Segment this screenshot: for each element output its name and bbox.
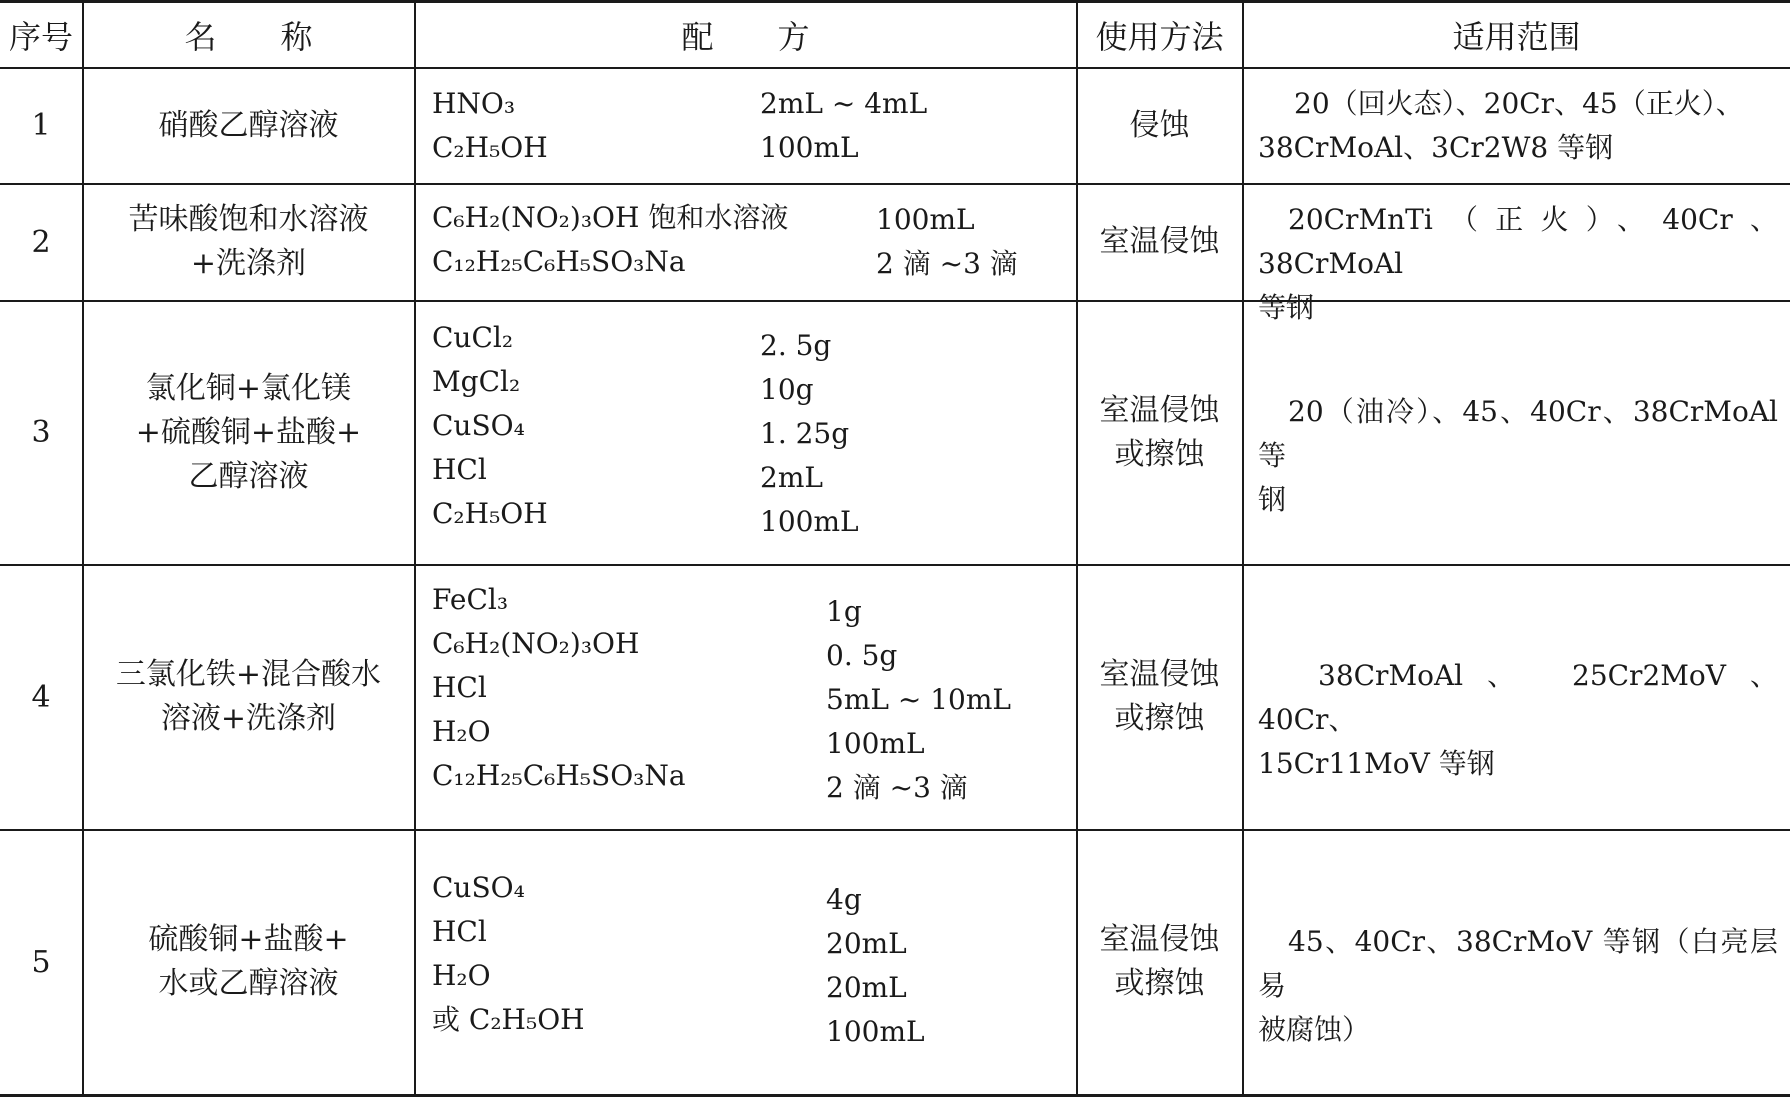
- formula-item: H₂O: [432, 715, 491, 748]
- row-number: 3: [31, 415, 51, 450]
- row-number: 2: [31, 224, 51, 260]
- amount-item: 100mL: [826, 727, 925, 760]
- usage-method: 室温侵蚀 或擦蚀: [1099, 657, 1220, 736]
- amount-item: 5mL ~ 10mL: [826, 683, 1011, 716]
- amount-item: 2mL: [760, 461, 823, 494]
- amount-item: 20mL: [826, 927, 907, 960]
- reagent-name: 苦味酸饱和水溶液 +洗涤剂: [128, 202, 369, 281]
- formula-item: C₆H₂(NO₂)₃OH 饱和水溶液: [432, 201, 789, 234]
- formula-list: [432, 866, 585, 1042]
- formula-item: MgCl₂: [432, 365, 521, 398]
- formula-list: [432, 196, 788, 284]
- amount-list: [826, 878, 925, 1054]
- formula-item: CuSO₄: [432, 409, 525, 442]
- header-method: [1077, 3, 1242, 67]
- formula-item: C₆H₂(NO₂)₃OH: [432, 627, 640, 660]
- table-bottom-rule: [0, 1094, 1790, 1097]
- amount-item: 1g: [826, 595, 862, 628]
- amount-item: 100mL: [826, 1015, 925, 1048]
- amount-item: 2. 5g: [760, 329, 832, 362]
- amount-item: 100mL: [760, 505, 859, 538]
- amount-item: 10g: [760, 373, 814, 406]
- formula-item: CuCl₂: [432, 321, 514, 354]
- row-number: 5: [31, 944, 51, 980]
- formula-item: CuSO₄: [432, 871, 525, 904]
- usage-method: 侵蚀: [1129, 107, 1190, 143]
- header-name: [83, 3, 414, 67]
- formula-item: C₁₂H₂₅C₆H₅SO₃Na: [432, 245, 686, 278]
- header-no: [0, 3, 82, 67]
- amount-item: 2mL ~ 4mL: [760, 87, 928, 120]
- formula-list: [432, 316, 548, 536]
- amount-item: 100mL: [876, 203, 975, 236]
- amount-list: [826, 590, 1011, 810]
- formula-item: HNO₃: [432, 87, 516, 120]
- header-scope: [1243, 3, 1790, 67]
- reagent-name: 三氯化铁+混合酸水 溶液+洗涤剂: [115, 657, 382, 736]
- formula-item: C₂H₅OH: [432, 131, 548, 164]
- row-number: 1: [31, 108, 51, 143]
- amount-item: 2 滴 ~3 滴: [826, 771, 968, 804]
- formula-item: HCl: [432, 671, 487, 704]
- amount-item: 1. 25g: [760, 417, 850, 450]
- reagent-name: 硫酸铜+盐酸+ 水或乙醇溶液: [148, 922, 349, 1001]
- formula-item: C₁₂H₂₅C₆H₅SO₃Na: [432, 759, 686, 792]
- usage-method: 室温侵蚀 或擦蚀: [1099, 392, 1220, 472]
- applicable-scope: 20CrMnTi（正火）、40Cr、38CrMoAl 等钢: [1258, 203, 1778, 324]
- amount-item: 100mL: [760, 131, 859, 164]
- reagent-name: 氯化铜+氯化镁 +硫酸铜+盐酸+ 乙醇溶液: [135, 370, 362, 494]
- applicable-scope: 20（回火态）、20Cr、45（正火）、 38CrMoAl、3Cr2W8 等钢: [1258, 87, 1744, 164]
- header-method-label: 使用方法: [1095, 18, 1224, 56]
- amount-list: [876, 198, 1018, 286]
- row-number: 4: [31, 679, 51, 715]
- formula-list: [432, 82, 548, 170]
- reagent-name: 硝酸乙醇溶液: [158, 107, 339, 143]
- header-scope-label: 适用范围: [1452, 18, 1581, 56]
- col-rule: [414, 0, 416, 1097]
- col-rule: [1242, 0, 1244, 1097]
- formula-item: C₂H₅OH: [432, 497, 548, 530]
- applicable-scope: 20（油冷）、45、40Cr、38CrMoAl 等 钢: [1258, 395, 1778, 516]
- usage-method: 室温侵蚀 或擦蚀: [1099, 922, 1220, 1001]
- header-no-label: 序号: [8, 18, 73, 56]
- applicable-scope: 45、40Cr、38CrMoV 等钢（白亮层易 被腐蚀）: [1258, 925, 1778, 1046]
- formula-item: HCl: [432, 915, 487, 948]
- amount-list: [760, 324, 859, 544]
- amount-item: 4g: [826, 883, 862, 916]
- usage-method: 室温侵蚀: [1099, 224, 1220, 259]
- applicable-scope: 38CrMoAl、 25Cr2MoV、 40Cr、 15Cr11MoV 等钢: [1258, 659, 1778, 780]
- formula-item: FeCl₃: [432, 583, 509, 616]
- amount-list: [760, 82, 927, 170]
- formula-item: HCl: [432, 453, 487, 486]
- header-formula: [415, 3, 1076, 67]
- header-name-label: 名 称: [184, 18, 313, 56]
- formula-item: 或 C₂H₅OH: [432, 1003, 585, 1036]
- amount-item: 2 滴 ~3 滴: [876, 247, 1018, 280]
- formula-item: H₂O: [432, 959, 491, 992]
- amount-item: 20mL: [826, 971, 907, 1004]
- formula-list: [432, 578, 686, 798]
- amount-item: 0. 5g: [826, 639, 898, 672]
- header-formula-label: 配 方: [681, 18, 810, 56]
